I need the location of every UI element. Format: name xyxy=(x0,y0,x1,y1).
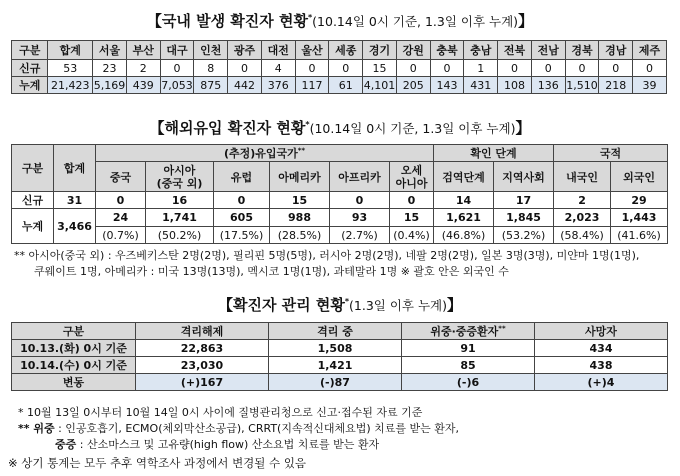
table-cell: 988 xyxy=(270,209,330,227)
table-cell: 31 xyxy=(54,192,96,209)
header-cell: 전남 xyxy=(531,41,565,60)
table-cell: 0 xyxy=(330,192,390,209)
table-cell: 17 xyxy=(494,192,554,209)
header-cell: 합계 xyxy=(48,41,93,60)
header-cell: 대구 xyxy=(160,41,194,60)
header-nationality: 국적 xyxy=(554,145,668,162)
table-cell: 0 xyxy=(565,60,599,77)
header-america: 아메리카 xyxy=(270,162,330,192)
table-cell: 4 xyxy=(261,60,295,77)
table-cell: 16 xyxy=(146,192,214,209)
table-cell: 0 xyxy=(160,60,194,77)
table-cell: 39 xyxy=(633,77,667,94)
header-cell: 전북 xyxy=(498,41,532,60)
table-cell: 0 xyxy=(498,60,532,77)
table-cell: (+)167 xyxy=(136,374,269,391)
table-cell: 24 xyxy=(96,209,146,227)
header-cell: 구분 xyxy=(12,41,48,60)
table-cell: (0.7%) xyxy=(96,227,146,244)
table-cell: 117 xyxy=(295,77,329,94)
header-cell: 인천 xyxy=(194,41,228,60)
header-cell: 사망자 xyxy=(535,323,668,340)
table-cell: 434 xyxy=(535,340,668,357)
header-cell: 광주 xyxy=(228,41,262,60)
table-cell: 136 xyxy=(531,77,565,94)
header-africa: 아프리카 xyxy=(330,162,390,192)
table-cell: 431 xyxy=(464,77,498,94)
table-cell: (2.7%) xyxy=(330,227,390,244)
domestic-cases-table xyxy=(11,40,667,94)
header-europe: 유럽 xyxy=(214,162,270,192)
table-cell: 376 xyxy=(261,77,295,94)
table-cell: (17.5%) xyxy=(214,227,270,244)
table-cell: (-)87 xyxy=(269,374,402,391)
header-china: 중국 xyxy=(96,162,146,192)
table-cell: 85 xyxy=(402,357,535,374)
table-cell: (46.8%) xyxy=(434,227,494,244)
table-cell: 1,510 xyxy=(566,78,598,92)
table-cell: 61 xyxy=(329,77,363,94)
note-critical: ** 위중 : 인공호흡기, ECMO(체외막산소공급), CRRT(지속적신대체요법) 치료를 받는 환자, xyxy=(18,422,460,435)
table-cell: 0 xyxy=(295,60,329,77)
table-cell: (58.4%) xyxy=(554,227,611,244)
row-label-cumulative: 누계 xyxy=(12,209,54,244)
header-cell: 세종 xyxy=(329,41,363,60)
table-cell: 875 xyxy=(194,77,228,94)
management-title: 【확진자 관리 현황*(1.3일 이후 누계)】 xyxy=(217,296,463,314)
table-cell: 53 xyxy=(48,60,93,77)
table-cell: 439 xyxy=(126,77,160,94)
management-table xyxy=(11,322,668,391)
table-cell: 0 xyxy=(531,60,565,77)
table-cell: 23 xyxy=(93,60,127,77)
header-asia: 아시아 (중국 외) xyxy=(146,162,214,192)
table-cell: 1,421 xyxy=(269,357,402,374)
header-cell: 위중·중증환자** xyxy=(402,323,535,340)
table-cell: 15 xyxy=(270,192,330,209)
table-cell: 2 xyxy=(554,192,611,209)
table-cell: 1,508 xyxy=(269,340,402,357)
overseas-note-1: ** 아시아(중국 외) : 우즈베키스탄 2명(2명), 필리핀 5명(5명), 러시아 2명(2명), 네팔 2명(2명), 일본 3명(3명), 미얀마 1명(1명), xyxy=(14,249,640,262)
header-cell: 구분 xyxy=(12,323,136,340)
table-cell: 0 xyxy=(96,192,146,209)
table-cell: (53.2%) xyxy=(494,227,554,244)
table-cell: 0 xyxy=(228,60,262,77)
table-cell: 15 xyxy=(363,60,397,77)
note-disclaimer: ※ 상기 통계는 모두 추후 역학조사 과정에서 변경될 수 있음 xyxy=(8,456,307,470)
header-estimated-country: (추정)유입국가** xyxy=(96,145,434,162)
table-cell: 108 xyxy=(498,77,532,94)
table-cell: 205 xyxy=(396,77,430,94)
domestic-title: 【국내 발생 확진자 현황*(10.14일 0시 기준, 1.3일 이후 누계)】 xyxy=(146,12,534,30)
table-cell: 1,845 xyxy=(494,209,554,227)
table-cell: 21,423 xyxy=(48,77,93,94)
table-cell: 2 xyxy=(126,60,160,77)
table-cell: 23,030 xyxy=(136,357,269,374)
table-cell: 438 xyxy=(535,357,668,374)
row-label-new: 신규 xyxy=(12,192,54,209)
table-cell: 0 xyxy=(390,192,434,209)
header-cell: 서울 xyxy=(93,41,127,60)
table-cell: (0.4%) xyxy=(390,227,434,244)
table-cell: 2,023 xyxy=(554,209,611,227)
header-cell: 충남 xyxy=(464,41,498,60)
row-label: 10.13.(화) 0시 기준 xyxy=(12,340,136,357)
table-cell: 0 xyxy=(633,60,667,77)
table-cell: 93 xyxy=(330,209,390,227)
table-cell: 143 xyxy=(430,77,464,94)
overseas-cases-table xyxy=(11,144,668,244)
note-basis: * 10월 13일 0시부터 10월 14일 0시 사이에 질병관리청으로 신고·접수된 자료 기준 xyxy=(18,406,423,419)
row-label: 변동 xyxy=(12,374,136,391)
table-cell: 8 xyxy=(194,60,228,77)
table-cell: 218 xyxy=(599,77,633,94)
table-cell: 1 xyxy=(464,60,498,77)
header-confirm-stage: 확인 단계 xyxy=(434,145,554,162)
table-cell: 22,863 xyxy=(136,340,269,357)
table-cell: 0 xyxy=(214,192,270,209)
table-cell: (50.2%) xyxy=(146,227,214,244)
header-oceania: 오세 아니아 xyxy=(390,162,434,192)
table-cell: 14 xyxy=(434,192,494,209)
table-cell: 91 xyxy=(402,340,535,357)
cum-total: 3,466 xyxy=(54,209,96,244)
header-cell: 경남 xyxy=(599,41,633,60)
header-cell: 강원 xyxy=(396,41,430,60)
table-cell: 0 xyxy=(329,60,363,77)
table-cell: 4,101 xyxy=(363,78,396,92)
table-cell: 0 xyxy=(599,60,633,77)
row-label: 신규 xyxy=(12,60,48,77)
table-cell: (+)4 xyxy=(535,374,668,391)
table-cell: 15 xyxy=(390,209,434,227)
table-cell: 1,621 xyxy=(434,209,494,227)
header-quarantine: 검역단계 xyxy=(434,162,494,192)
note-severe: 중증 : 산소마스크 및 고유량(high flow) 산소요법 치료를 받는 환자 xyxy=(55,438,380,451)
overseas-title: 【해외유입 확진자 현황*(10.14일 0시 기준, 1.3일 이후 누계)】 xyxy=(149,119,531,137)
table-cell: 5,169 xyxy=(93,78,126,92)
header-foreign: 외국인 xyxy=(611,162,668,192)
header-community: 지역사회 xyxy=(494,162,554,192)
table-cell: 29 xyxy=(611,192,668,209)
header-cell: 부산 xyxy=(126,41,160,60)
table-cell: 0 xyxy=(396,60,430,77)
table-cell: 0 xyxy=(430,60,464,77)
header-cell: 경기 xyxy=(363,41,397,60)
header-total: 합계 xyxy=(54,145,96,192)
overseas-note-2: 쿠웨이트 1명, 아메리카 : 미국 13명(13명), 멕시코 1명(1명), 과테말라 1명 ※ 괄호 안은 외국인 수 xyxy=(34,265,509,278)
table-cell: 1,443 xyxy=(611,209,668,227)
header-cell: 제주 xyxy=(633,41,667,60)
header-cell: 경북 xyxy=(565,41,599,60)
table-cell: 605 xyxy=(214,209,270,227)
table-cell: (28.5%) xyxy=(270,227,330,244)
header-cell: 충북 xyxy=(430,41,464,60)
table-cell: (41.6%) xyxy=(611,227,668,244)
header-gubun: 구분 xyxy=(12,145,54,192)
header-cell: 격리 중 xyxy=(269,323,402,340)
table-cell: 442 xyxy=(228,77,262,94)
row-label: 10.14.(수) 0시 기준 xyxy=(12,357,136,374)
header-cell: 격리해제 xyxy=(136,323,269,340)
table-cell: 1,741 xyxy=(146,209,214,227)
table-cell: 7,053 xyxy=(161,78,193,92)
row-label: 누계 xyxy=(12,77,48,94)
header-korean: 내국인 xyxy=(554,162,611,192)
table-cell: (-)6 xyxy=(402,374,535,391)
header-cell: 울산 xyxy=(295,41,329,60)
header-cell: 대전 xyxy=(261,41,295,60)
